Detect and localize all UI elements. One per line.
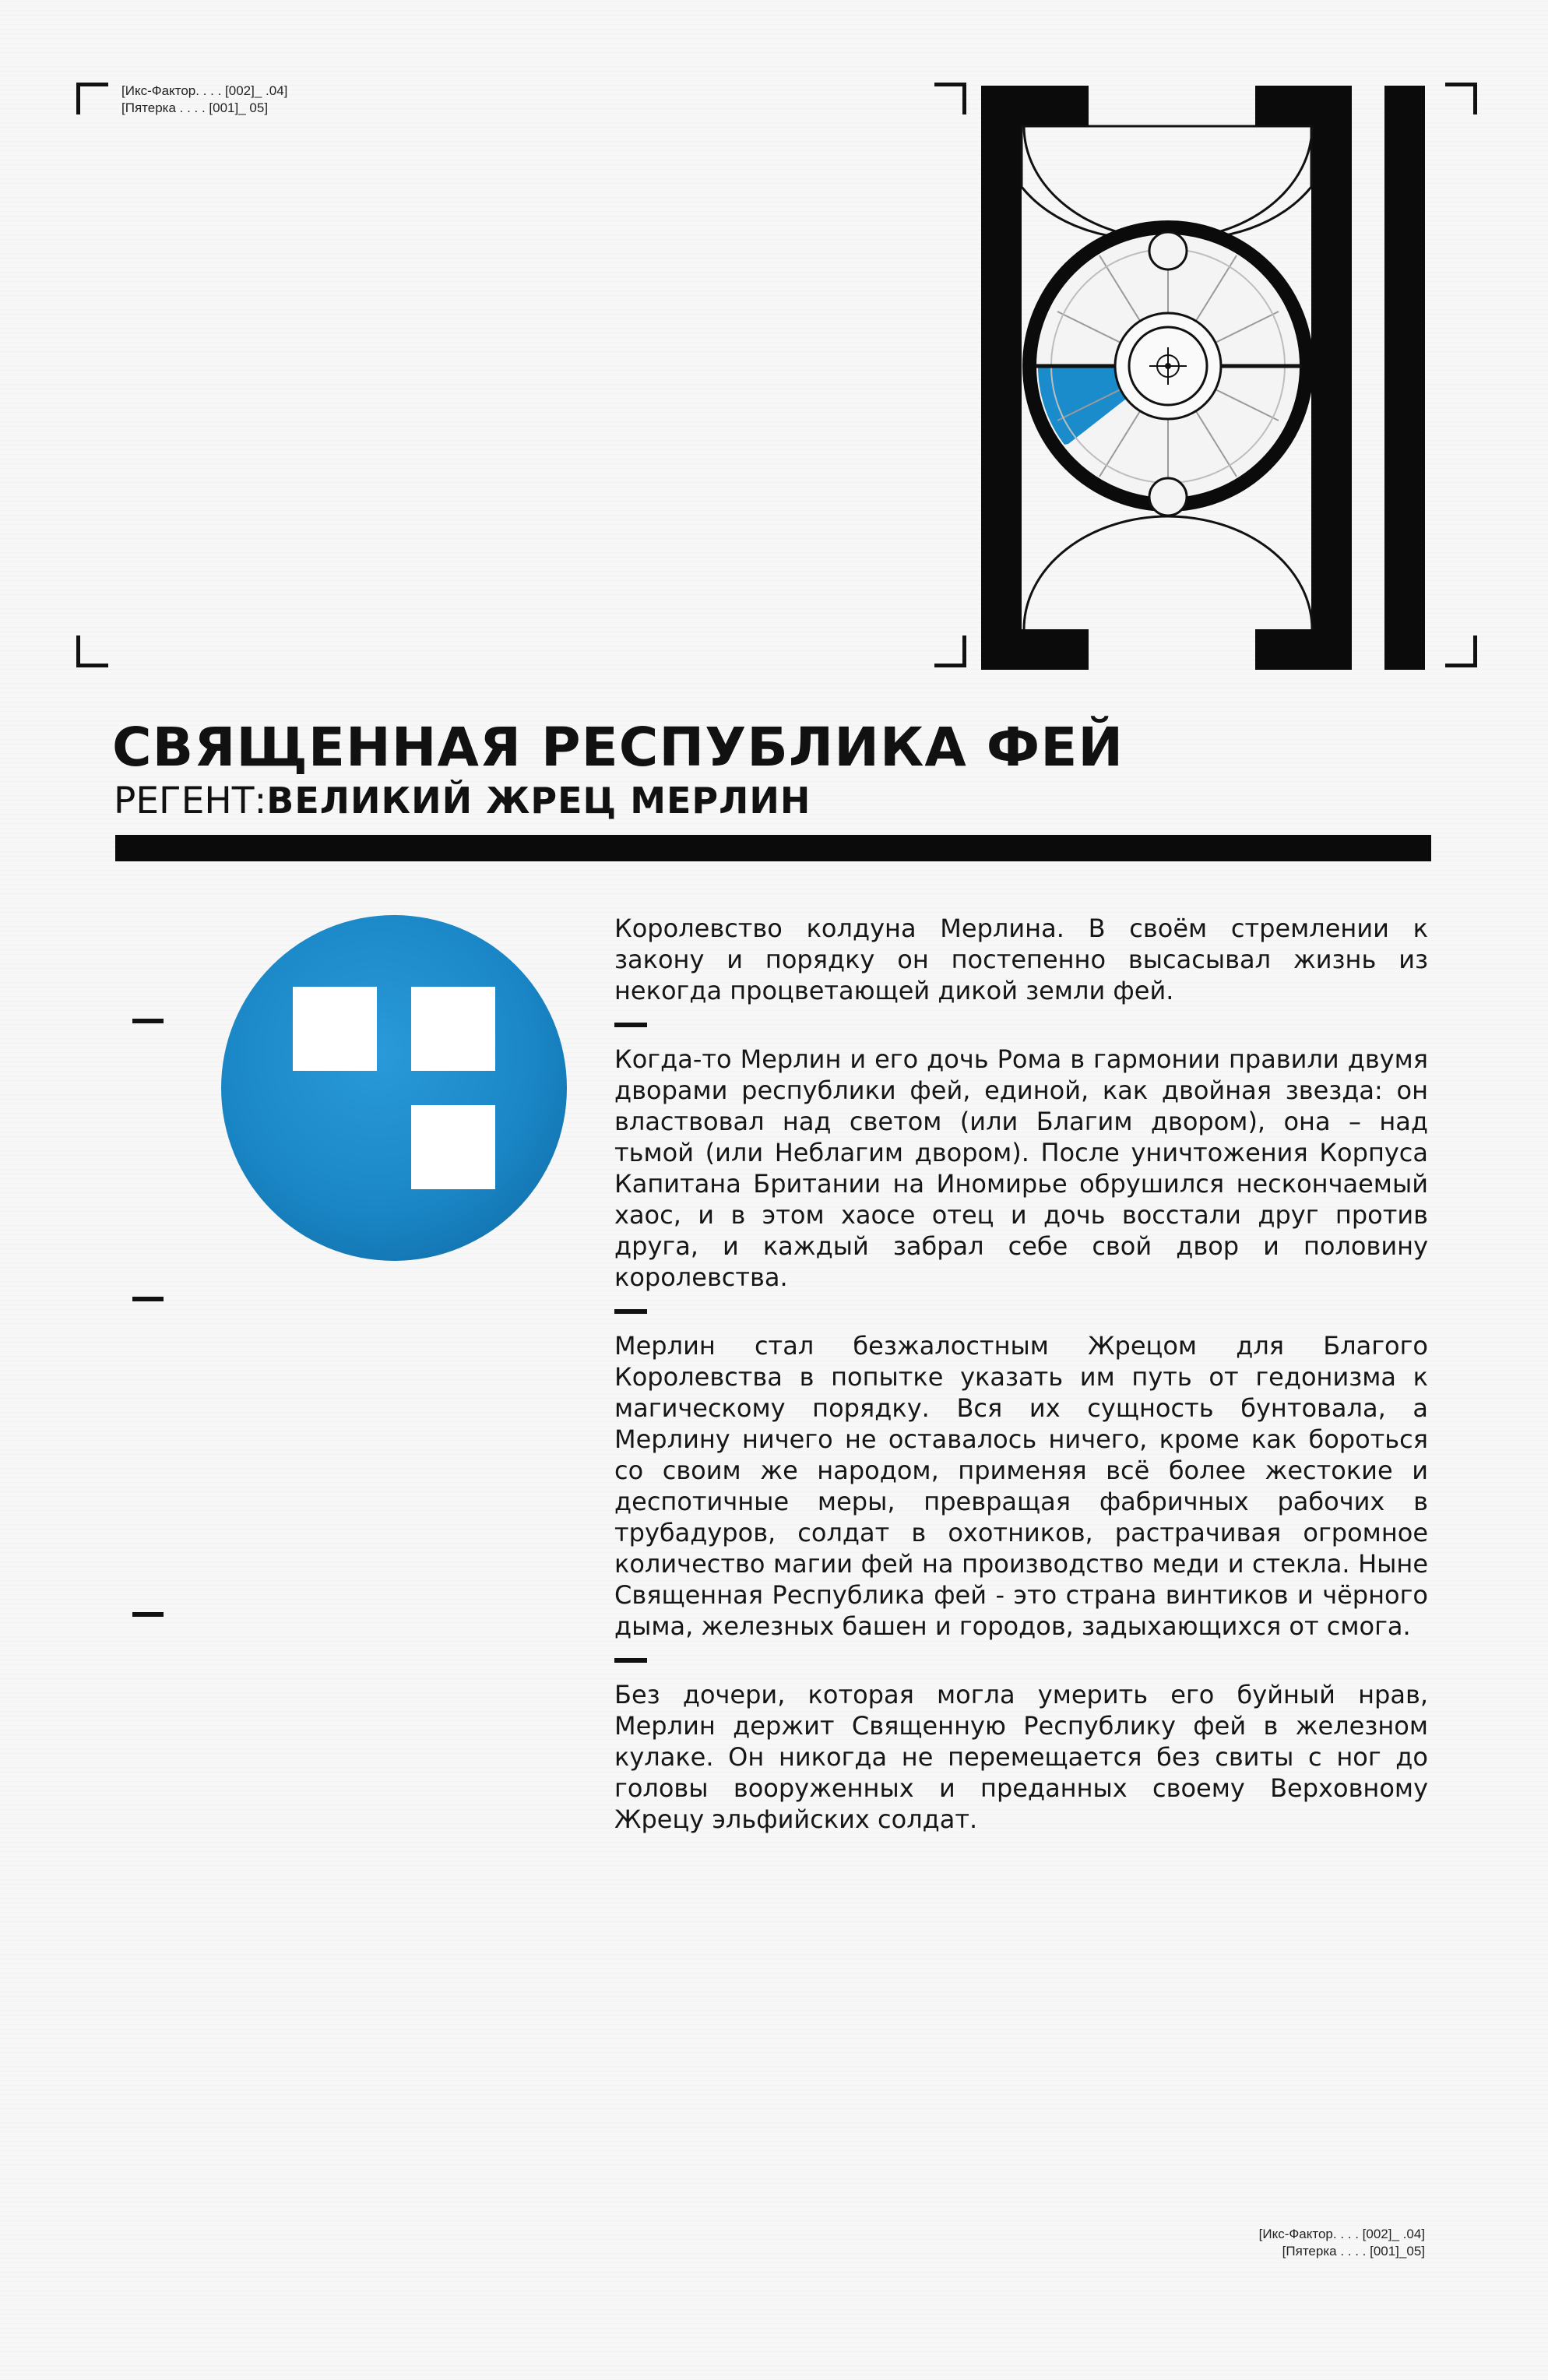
footer-reference-line-1: [Икс-Фактор. . . . [002]_ .04] [1258,2227,1425,2241]
margin-tick-3 [132,1612,164,1617]
page-title: СВЯЩЕННАЯ РЕСПУБЛИКА ФЕЙ [112,716,1124,779]
hourglass-portal-emblem-icon [966,78,1495,678]
paragraph-3: Мерлин стал безжалостным Жрецом для Благого Королевства в попытке указать им путь от гедонизма к магическому порядку. Вся их сущность бунтовала, а Мерлину ничего не оставалось ничего, кроме как бороться со своим же народом, применяя всё более жестокие и деспотичные меры, превращая фабричных рабочих в трубадуров, солдат в охотников, растрачивая огромное количество магии фей на производство меди и стекла. Ныне Священная Республика фей - это страна винтиков и чёрного дыма, железных башен и городов, задыхающихся от смога. [614,1331,1428,1641]
paragraph-separator [614,1023,647,1027]
margin-tick-1 [132,1019,164,1023]
header-reference-line-1: [Икс-Фактор. . . . [002]_ .04] [121,83,288,98]
frame-corner-top-right [934,83,966,114]
regent-line [114,779,811,832]
paragraph-2: Когда-то Мерлин и его дочь Рома в гармонии правили двумя дворами республики фей, единой, как двойная звезда: он властвовал над светом (или Благим двором), она – над тьмой (или Неблагим двором). После уничтожения Корпуса Капитана Британии на Иномирье обрушился нескончаемый хаос, и в этом хаосе отец и дочь восстали друг против друга, и каждый забрал себе свой двор и половину королевства. [614,1044,1428,1292]
regent-name: ВЕЛИКИЙ ЖРЕЦ МЕРЛИН [266,780,811,822]
regent-label: РЕГЕНТ: [114,780,267,822]
header-reference [121,83,287,117]
paragraph-4: Без дочери, которая могла умерить его буйный нрав, Мерлин держит Священную Республику фей в железном кулаке. Он никогда не перемещается без свиты с ног до головы вооруженных и преданных своему Верховному Жрецу эльфийских солдат. [614,1680,1428,1834]
frame-corner-bottom-left [76,635,108,667]
margin-tick-2 [132,1297,164,1301]
paragraph-separator [614,1309,647,1314]
frame-corner-top-left [76,83,108,114]
paragraph-separator [614,1658,647,1663]
footer-reference [1259,2226,1425,2260]
header-reference-line-2: [Пятерка . . . . [001]_ 05] [121,100,269,115]
frame-corner-bottom-right [934,635,966,667]
footer-reference-line-2: [Пятерка . . . . [001]_05] [1282,2244,1425,2259]
article-body [614,913,1428,1835]
faction-crest-icon [221,915,567,1261]
paragraph-1: Королевство колдуна Мерлина. В своём стремлении к закону и порядку он постепенно высасывал жизнь из некогда процветающей дикой земли фей. [614,914,1428,1005]
title-divider-bar [115,835,1431,861]
